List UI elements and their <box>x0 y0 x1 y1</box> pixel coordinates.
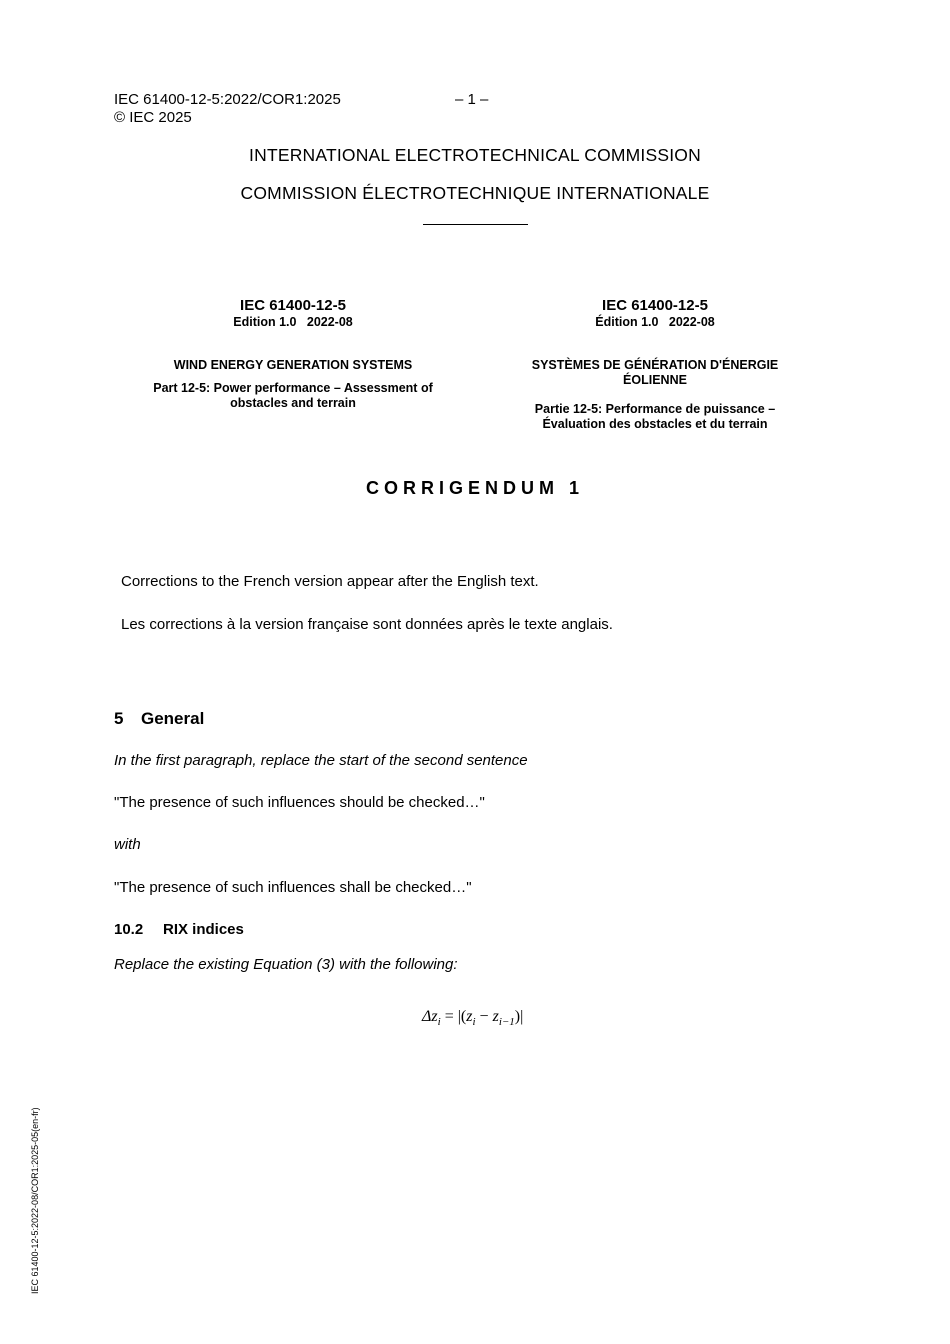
section-10-2-instruction: Replace the existing Equation (3) with the following: <box>114 956 458 973</box>
eq-z1-sub: i <box>472 1016 476 1029</box>
eq-lhs: Δz <box>422 1008 438 1025</box>
french-title-line-1: SYSTÈMES DE GÉNÉRATION D'ÉNERGIE <box>531 358 779 372</box>
section-5-with: with <box>114 836 141 853</box>
eq-z2-sub: i−1 <box>498 1016 515 1029</box>
section-5-number: 5 <box>114 709 124 728</box>
intro-french: Les corrections à la version française sont données après le texte anglais. <box>121 616 613 633</box>
corrigendum-title: CORRIGENDUM 1 <box>365 478 584 498</box>
organisation-name-fr: COMMISSION ÉLECTROTECHNIQUE INTERNATIONALE <box>240 183 710 203</box>
english-edition: Edition 1.0 2022-08 <box>233 315 353 329</box>
english-standard-number: IEC 61400-12-5 <box>240 297 346 314</box>
english-column <box>123 297 463 411</box>
english-title: WIND ENERGY GENERATION SYSTEMS <box>173 358 413 372</box>
eq-bar-close: )| <box>514 1008 524 1025</box>
section-5-old-text: "The presence of such influences should be checked…" <box>114 794 485 811</box>
side-note: IEC 61400-12-5:2022-08/COR1:2025-05(en-fr) <box>30 1107 40 1294</box>
french-title-line-2: ÉOLIENNE <box>623 373 687 387</box>
french-part-line-1: Partie 12-5: Performance de puissance – <box>534 402 776 416</box>
intro-english: Corrections to the French version appear after the English text. <box>121 573 539 590</box>
eq-z2: z <box>492 1008 499 1025</box>
section-10-2-title: RIX indices <box>163 921 244 938</box>
french-column <box>485 297 825 432</box>
section-5-title: General <box>141 709 205 728</box>
copyright: © IEC 2025 <box>114 109 192 126</box>
eq-bar-open: |( <box>457 1008 467 1025</box>
eq-equals: = <box>444 1008 454 1025</box>
eq-minus: − <box>479 1008 489 1025</box>
section-10-2-number: 10.2 <box>114 921 144 938</box>
section-5-instruction: In the first paragraph, replace the start of the second sentence <box>114 752 528 769</box>
page-number: – 1 – <box>455 91 489 108</box>
eq-lhs-sub: i <box>437 1016 441 1029</box>
english-part-line-2: obstacles and terrain <box>230 396 356 410</box>
english-part-line-1: Part 12-5: Power performance – Assessment of <box>153 381 433 395</box>
equation-3 <box>422 1008 523 1028</box>
eq-z1: z <box>466 1008 473 1025</box>
french-part-line-2: Évaluation des obstacles et du terrain <box>542 417 768 431</box>
document-reference: IEC 61400-12-5:2022/COR1:2025 <box>114 91 341 108</box>
section-5-new-text: "The presence of such influences shall be checked…" <box>114 879 472 896</box>
header-divider <box>423 224 528 225</box>
french-edition: Édition 1.0 2022-08 <box>595 315 715 329</box>
organisation-name-en: INTERNATIONAL ELECTROTECHNICAL COMMISSION <box>249 145 701 165</box>
french-standard-number: IEC 61400-12-5 <box>602 297 708 314</box>
